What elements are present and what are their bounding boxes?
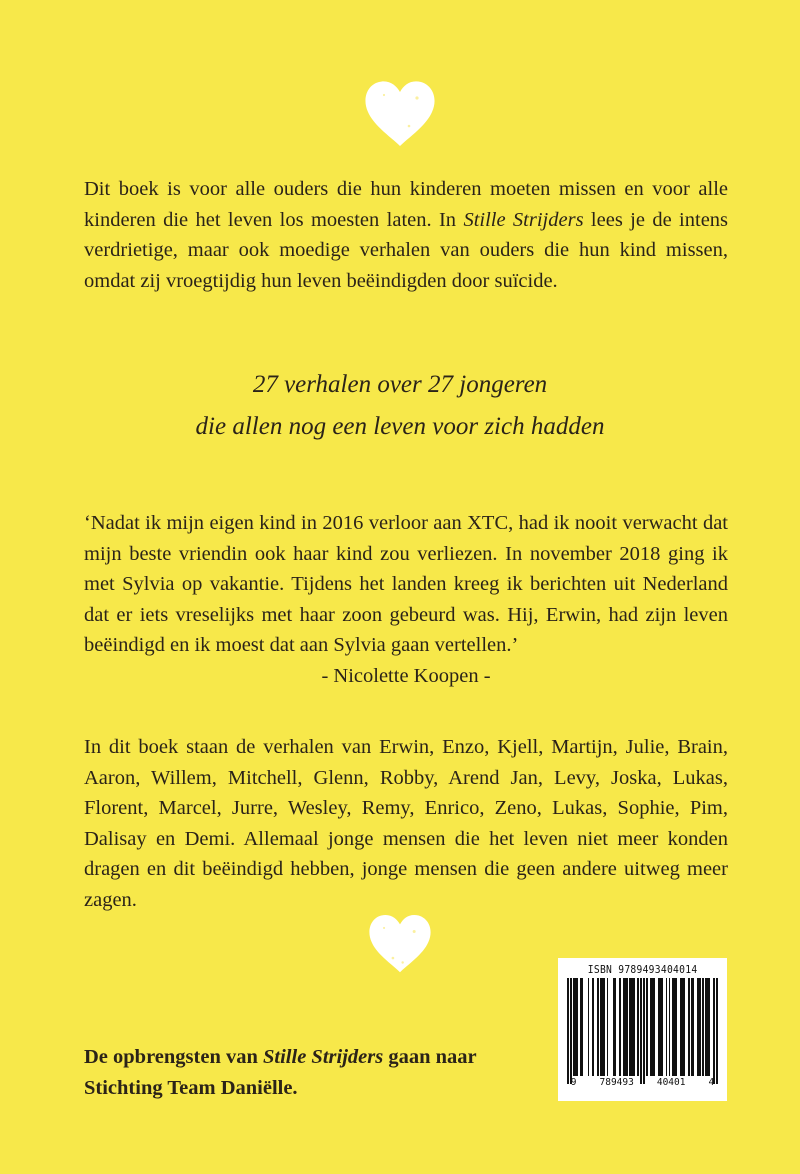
barcode-digits: [571, 1077, 714, 1088]
heart-icon: [364, 912, 436, 974]
barcode-digit-group-3: 40401: [656, 1077, 686, 1088]
footer-book-title-italic: Stille Strijders: [263, 1046, 384, 1068]
names-paragraph: In dit boek staan de verhalen van Erwin, Enzo, Kjell, Martijn, Julie, Brain, Aaron, Willem, Mitchell, Glenn, Robby, Arend Jan, Levy, Joska, Lukas, Florent, Marcel, Jurre, Wesley, Remy, Enrico, Zeno, Lukas, Sophie, Pim, Dalisay en Demi. Allemaal jonge mensen die het leven niet meer konden dragen en dit beëindigd hebben, jonge mensen die geen andere uitweg meer zagen.: [84, 736, 728, 911]
isbn-label: ISBN 9789493404014: [587, 964, 698, 976]
heart-icon: [362, 78, 438, 148]
intro-text-part1: Dit boek is voor alle ouders die hun kinderen moeten missen en voor alle kinderen die het leven los moesten laten. In: [84, 178, 728, 231]
quote-attribution: - Nicolette Koopen -: [321, 664, 491, 687]
names-paragraph-block: [84, 732, 728, 915]
tagline-line-2: die allen nog een leven voor zich hadden: [195, 413, 605, 440]
barcode-bars: [567, 978, 718, 1076]
isbn-barcode: [558, 958, 727, 1101]
tagline-line-1: 27 verhalen over 27 jongeren: [252, 371, 548, 398]
footer-text: [84, 1042, 554, 1104]
intro-paragraph-block: [84, 174, 728, 296]
footer-text-part1: De opbrengsten van: [84, 1046, 264, 1068]
barcode-digit-group-4: 4: [708, 1077, 715, 1088]
book-title-italic: Stille Strijders: [463, 208, 584, 231]
intro-paragraph: [84, 174, 728, 296]
intro-text-part2: lees je de intens verdrietige, maar ook moedige verhalen van ouders die hun kind missen, omdat zij vroegtijdig hun leven beëindigden door suïcide.: [84, 208, 729, 292]
tagline-block: [0, 364, 800, 448]
footer-text-part2: gaan naar Stichting Team Daniëlle.: [84, 1046, 477, 1099]
quote-block: [84, 508, 728, 691]
barcode-digit-group-1: 9: [570, 1077, 577, 1088]
heart-decoration-top: [0, 78, 800, 153]
quote-text: ‘Nadat ik mijn eigen kind in 2016 verloor aan XTC, had ik nooit verwacht dat mijn beste vriendin ook haar kind zou verliezen. In november 2018 ging ik met Sylvia op vakantie. Tijdens het landen kreeg ik berichten uit Nederland dat er iets vreselijks met haar zoon gebeurd was. Hij, Erwin, had zijn leven beëindigd en ik moest dat aan Sylvia gaan vertellen.’: [84, 512, 728, 656]
barcode-digit-group-2: 789493: [599, 1077, 634, 1088]
